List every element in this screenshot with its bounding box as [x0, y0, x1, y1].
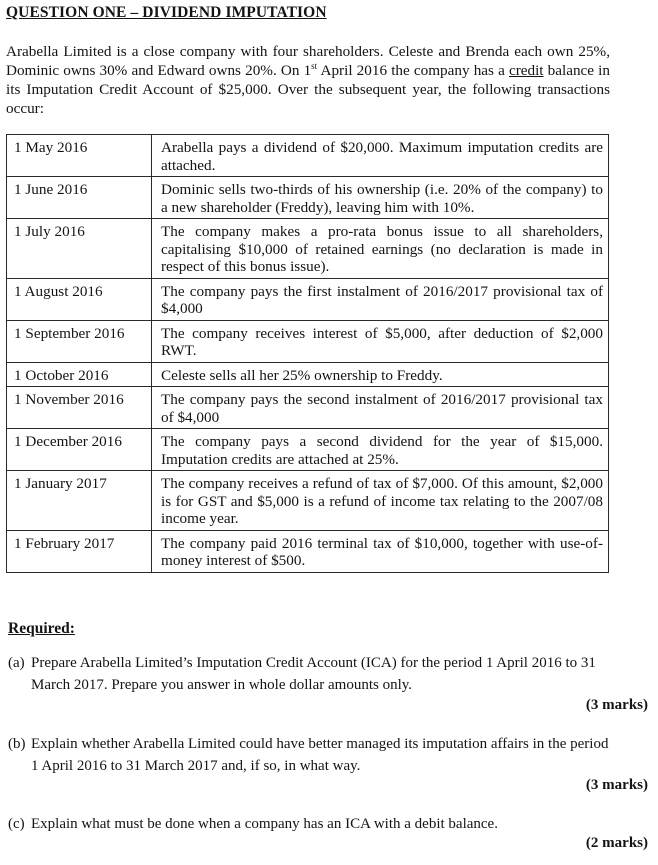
- question-a-marks: (3 marks): [585, 697, 648, 713]
- transaction-date: 1 July 2016: [7, 219, 152, 279]
- transaction-date: 1 February 2017: [7, 530, 152, 572]
- required-heading: Required:: [8, 620, 75, 637]
- intro-underlined-word: credit: [508, 62, 544, 79]
- intro-text-2: April 2016 the company has a: [317, 62, 509, 79]
- table-row: [7, 320, 609, 362]
- table-row: [7, 135, 609, 177]
- transaction-date: 1 October 2016: [7, 362, 152, 387]
- question-label: (a): [8, 655, 25, 671]
- question-b-marks: (3 marks): [585, 777, 648, 793]
- table-row: [7, 219, 609, 279]
- transaction-date: 1 May 2016: [7, 135, 152, 177]
- table-row: [7, 530, 609, 572]
- transaction-description: Arabella pays a dividend of $20,000. Maximum imputation credits are attached.: [152, 135, 609, 177]
- transaction-description: The company paid 2016 terminal tax of $10,000, together with use-of-money interest of $500.: [152, 530, 609, 572]
- table-row: [7, 362, 609, 387]
- transaction-description: Celeste sells all her 25% ownership to Freddy.: [152, 362, 609, 387]
- table-row: [7, 429, 609, 471]
- question-text: Explain what must be done when a company has an ICA with a debit balance.: [31, 816, 498, 832]
- intro-text-1: Arabella Limited is a close company with four shareholders. Celeste and Brenda each own 25%, Dominic owns 30% and Edward owns 20%. On 1: [6, 43, 610, 79]
- intro-paragraph: [6, 42, 610, 118]
- transaction-date: 1 June 2016: [7, 177, 152, 219]
- intro-text-3: balance in its Imputation Credit Account of $25,000. Over the subsequent year, the following transactions occur:: [6, 62, 610, 117]
- question-text: Explain whether Arabella Limited could have better managed its imputation affairs in the period 1 April 2016 to 31 March 2017 and, if so, in what way.: [31, 736, 609, 774]
- intro-superscript: st: [311, 61, 318, 71]
- question-text: Prepare Arabella Limited’s Imputation Credit Account (ICA) for the period 1 April 2016 to 31 March 2017. Prepare you answer in whole dollar amounts only.: [31, 655, 596, 693]
- question-label: (c): [8, 816, 25, 832]
- transaction-description: The company receives a refund of tax of $7,000. Of this amount, $2,000 is for GST and $5,000 is a refund of income tax relating to the 2007/08 income year.: [152, 471, 609, 531]
- question-c: [8, 813, 618, 835]
- table-row: [7, 177, 609, 219]
- transaction-description: The company pays a second dividend for the year of $15,000. Imputation credits are attached at 25%.: [152, 429, 609, 471]
- transactions-table: [6, 134, 609, 573]
- transaction-description: The company pays the second instalment of 2016/2017 provisional tax of $4,000: [152, 387, 609, 429]
- transaction-description: The company makes a pro-rata bonus issue to all shareholders, capitalising $10,000 of retained earnings (no declaration is made in respect of this bonus issue).: [152, 219, 609, 279]
- question-c-marks: (2 marks): [585, 835, 648, 851]
- table-row: [7, 278, 609, 320]
- table-row: [7, 387, 609, 429]
- transaction-date: 1 January 2017: [7, 471, 152, 531]
- transaction-description: Dominic sells two-thirds of his ownership (i.e. 20% of the company) to a new shareholder (Freddy), leaving him with 10%.: [152, 177, 609, 219]
- table-row: [7, 471, 609, 531]
- question-label: (b): [8, 736, 26, 752]
- transaction-date: 1 August 2016: [7, 278, 152, 320]
- transaction-description: The company receives interest of $5,000, after deduction of $2,000 RWT.: [152, 320, 609, 362]
- transaction-date: 1 November 2016: [7, 387, 152, 429]
- transaction-date: 1 September 2016: [7, 320, 152, 362]
- question-a: [8, 652, 618, 696]
- transaction-date: 1 December 2016: [7, 429, 152, 471]
- transaction-description: The company pays the first instalment of 2016/2017 provisional tax of $4,000: [152, 278, 609, 320]
- question-b: [8, 733, 618, 777]
- question-heading: QUESTION ONE – DIVIDEND IMPUTATION: [6, 4, 327, 21]
